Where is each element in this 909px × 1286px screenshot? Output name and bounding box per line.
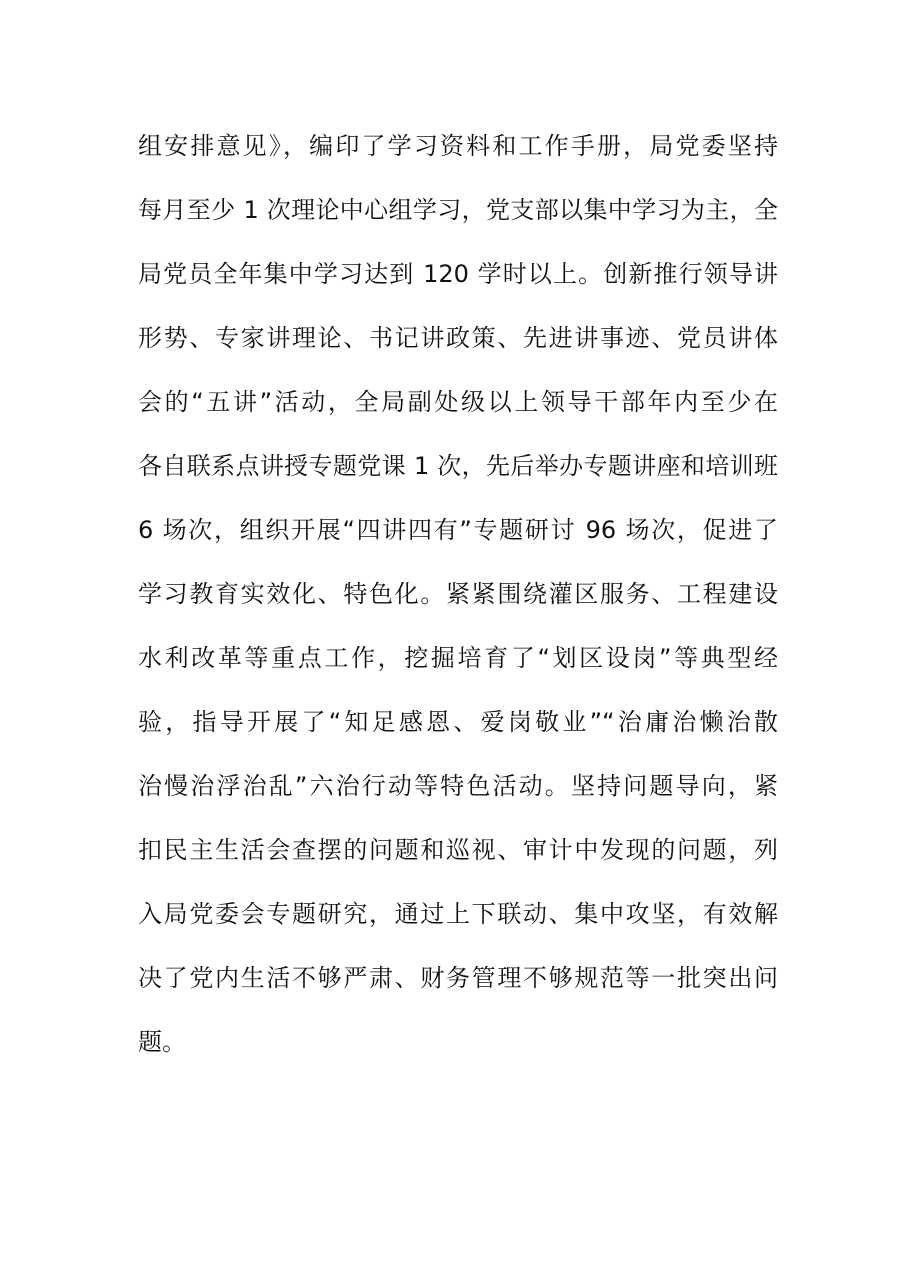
text-line: 题。 bbox=[138, 1028, 186, 1056]
text-line: 组安排意见》，编印了学习资料和工作手册，局党委坚持 bbox=[138, 132, 778, 160]
text-line: 学习教育实效化、特色化。紧紧围绕灌区服务、工程建设 bbox=[138, 580, 778, 608]
text-line: 会的“五讲”活动，全局副处级以上领导干部年内至少在 bbox=[138, 388, 778, 416]
text-line: 入局党委会专题研究，通过上下联动、集中攻坚，有效解 bbox=[138, 900, 778, 928]
text-line: 每月至少 1 次理论中心组学习，党支部以集中学习为主，全 bbox=[138, 196, 778, 224]
text-line: 局党员全年集中学习达到 120 学时以上。创新推行领导讲 bbox=[138, 260, 778, 288]
text-line: 6 场次，组织开展“四讲四有”专题研讨 96 场次，促进了 bbox=[138, 516, 778, 544]
text-line: 各自联系点讲授专题党课 1 次，先后举办专题讲座和培训班 bbox=[138, 452, 778, 480]
text-line: 决了党内生活不够严肃、财务管理不够规范等一批突出问 bbox=[138, 964, 778, 992]
text-line: 扣民主生活会查摆的问题和巡视、审计中发现的问题，列 bbox=[138, 836, 778, 864]
text-line: 形势、专家讲理论、书记讲政策、先进讲事迹、党员讲体 bbox=[138, 324, 778, 352]
body-paragraph bbox=[138, 120, 778, 1080]
text-line: 治慢治浮治乱”六治行动等特色活动。坚持问题导向，紧 bbox=[138, 772, 778, 800]
text-line: 验，指导开展了“知足感恩、爱岗敬业”“治庸治懒治散 bbox=[138, 708, 778, 736]
text-line: 水利改革等重点工作，挖掘培育了“划区设岗”等典型经 bbox=[138, 644, 778, 672]
